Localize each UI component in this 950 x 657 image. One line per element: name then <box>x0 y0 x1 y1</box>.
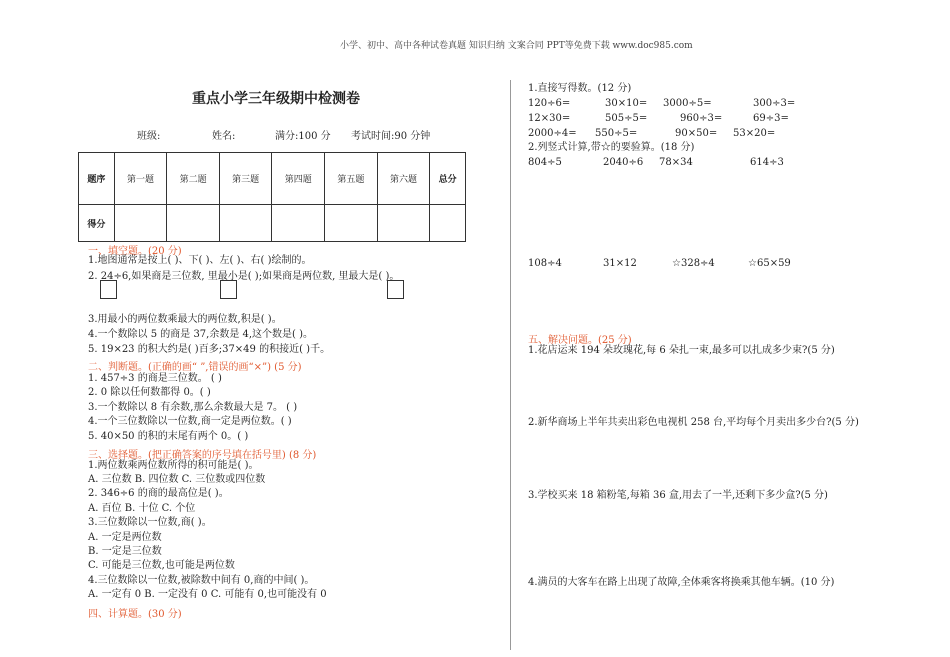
calc-item: 120÷6= <box>528 98 571 109</box>
calc-item: 69÷3= <box>753 113 789 124</box>
calc2-heading: 2.列竖式计算,带☆的要验算。(18 分) <box>528 142 695 153</box>
question: 3.用最小的两位数乘最大的两位数,积是( )。 <box>88 314 282 325</box>
calc-item: 3000÷5= <box>663 98 712 109</box>
table-cell: 第六题 <box>377 153 430 205</box>
calc-item: 804÷5 <box>528 157 562 168</box>
calc-item: 960÷3= <box>680 113 723 124</box>
calc-item: 2040÷6 <box>603 157 644 168</box>
score-table <box>78 152 466 242</box>
question: 4.一个数除以 5 的商是 37,余数是 4,这个数是( )。 <box>88 329 314 340</box>
score-table-score-row <box>79 205 466 242</box>
options: A. 百位 B. 十位 C. 个位 <box>88 503 196 514</box>
option: A. 一定是两位数 <box>88 532 162 543</box>
section5-heading: 五、解决问题。(25 分) <box>528 335 632 346</box>
score-cell[interactable] <box>272 205 325 242</box>
name-label: 姓名: <box>212 131 236 142</box>
calc-item: ☆65×59 <box>748 258 791 269</box>
section2-heading: 二、判断题。(正确的画“ ”,错误的画“×”) (5 分) <box>88 362 302 373</box>
question: 3.学校买来 18 箱粉笔,每箱 36 盒,用去了一半,还剩下多少盒?(5 分) <box>528 490 828 501</box>
answer-box[interactable] <box>220 280 237 299</box>
question: 1.花店运来 194 朵玫瑰花,每 6 朵扎一束,最多可以扎成多少束?(5 分) <box>528 345 835 356</box>
exam-time: 考试时间:90 分钟 <box>351 131 431 142</box>
calc-item: 550÷5= <box>595 128 638 139</box>
table-cell: 第二题 <box>167 153 220 205</box>
question: 5. 19×23 的积大约是( )百多;37×49 的积接近( )千。 <box>88 344 331 355</box>
options: A. 三位数 B. 四位数 C. 三位数或四位数 <box>88 474 266 485</box>
section3-heading: 三、选择题。(把正确答案的序号填在括号里) (8 分) <box>88 450 317 461</box>
answer-box[interactable] <box>387 280 404 299</box>
table-cell: 第五题 <box>325 153 378 205</box>
table-cell: 题序 <box>79 153 115 205</box>
calc-item: 2000÷4= <box>528 128 577 139</box>
calc-item: 90×50= <box>675 128 718 139</box>
question: 4.满员的大客车在路上出现了故障,全体乘客将换乘其他车辆。(10 分) <box>528 577 835 588</box>
score-cell[interactable] <box>377 205 430 242</box>
score-cell[interactable] <box>114 205 167 242</box>
calc-item: 30×10= <box>605 98 648 109</box>
calc-item: 78×34 <box>659 157 693 168</box>
calc1-heading: 1.直接写得数。(12 分) <box>528 83 632 94</box>
calc-item: 108÷4 <box>528 258 562 269</box>
calc-item: 300÷3= <box>753 98 796 109</box>
calc-item: 614÷3 <box>750 157 784 168</box>
options: A. 一定有 0 B. 一定没有 0 C. 可能有 0,也可能没有 0 <box>88 589 327 600</box>
question: 1.地图通常是按上( )、下( )、左( )、右( )绘制的。 <box>88 255 312 266</box>
question: 2. 0 除以任何数都得 0。( ) <box>88 387 211 398</box>
answer-box[interactable] <box>100 280 117 299</box>
score-cell[interactable] <box>430 205 466 242</box>
table-cell: 总分 <box>430 153 466 205</box>
option: B. 一定是三位数 <box>88 546 162 557</box>
score-cell[interactable] <box>167 205 220 242</box>
table-cell: 第三题 <box>219 153 272 205</box>
question: 3.一个数除以 8 有余数,那么余数最大是 7。 ( ) <box>88 402 298 413</box>
question: 1.两位数乘两位数所得的积可能是( )。 <box>88 460 259 471</box>
calc-item: 31×12 <box>603 258 637 269</box>
score-table-header-row <box>79 153 466 205</box>
question: 2.新华商场上半年共卖出彩色电视机 258 台,平均每个月卖出多少台?(5 分) <box>528 417 859 428</box>
section4-heading: 四、计算题。(30 分) <box>88 609 182 620</box>
calc-item: 12×30= <box>528 113 571 124</box>
question: 2. 346÷6 的商的最高位是( )。 <box>88 488 229 499</box>
score-cell[interactable] <box>325 205 378 242</box>
calc-item: 53×20= <box>733 128 776 139</box>
class-label: 班级: <box>137 131 161 142</box>
section1-heading: 一、填空题。(20 分) <box>88 246 182 257</box>
calc-item: ☆328÷4 <box>672 258 715 269</box>
page-title: 重点小学三年级期中检测卷 <box>192 91 360 107</box>
table-cell: 第四题 <box>272 153 325 205</box>
option: C. 可能是三位数,也可能是两位数 <box>88 560 235 571</box>
site-header: 小学、初中、高中各种试卷真题 知识归纳 文案合同 PPT等免费下载 www.doc985.com <box>340 41 693 51</box>
question: 3.三位数除以一位数,商( )。 <box>88 517 212 528</box>
question: 1. 457÷3 的商是三位数。 ( ) <box>88 373 222 384</box>
question: 2. 24÷6,如果商是三位数, 里最小是( );如果商是两位数, 里最大是( )。 <box>88 271 400 282</box>
table-cell: 第一题 <box>114 153 167 205</box>
score-cell[interactable] <box>219 205 272 242</box>
calc-item: 505÷5= <box>605 113 648 124</box>
question: 4.三位数除以一位数,被除数中间有 0,商的中间( )。 <box>88 575 315 586</box>
full-score: 满分:100 分 <box>275 131 331 142</box>
question: 4.一个三位数除以一位数,商一定是两位数。( ) <box>88 416 292 427</box>
table-cell: 得分 <box>79 205 115 242</box>
column-divider <box>510 80 511 650</box>
question: 5. 40×50 的积的末尾有两个 0。( ) <box>88 431 249 442</box>
